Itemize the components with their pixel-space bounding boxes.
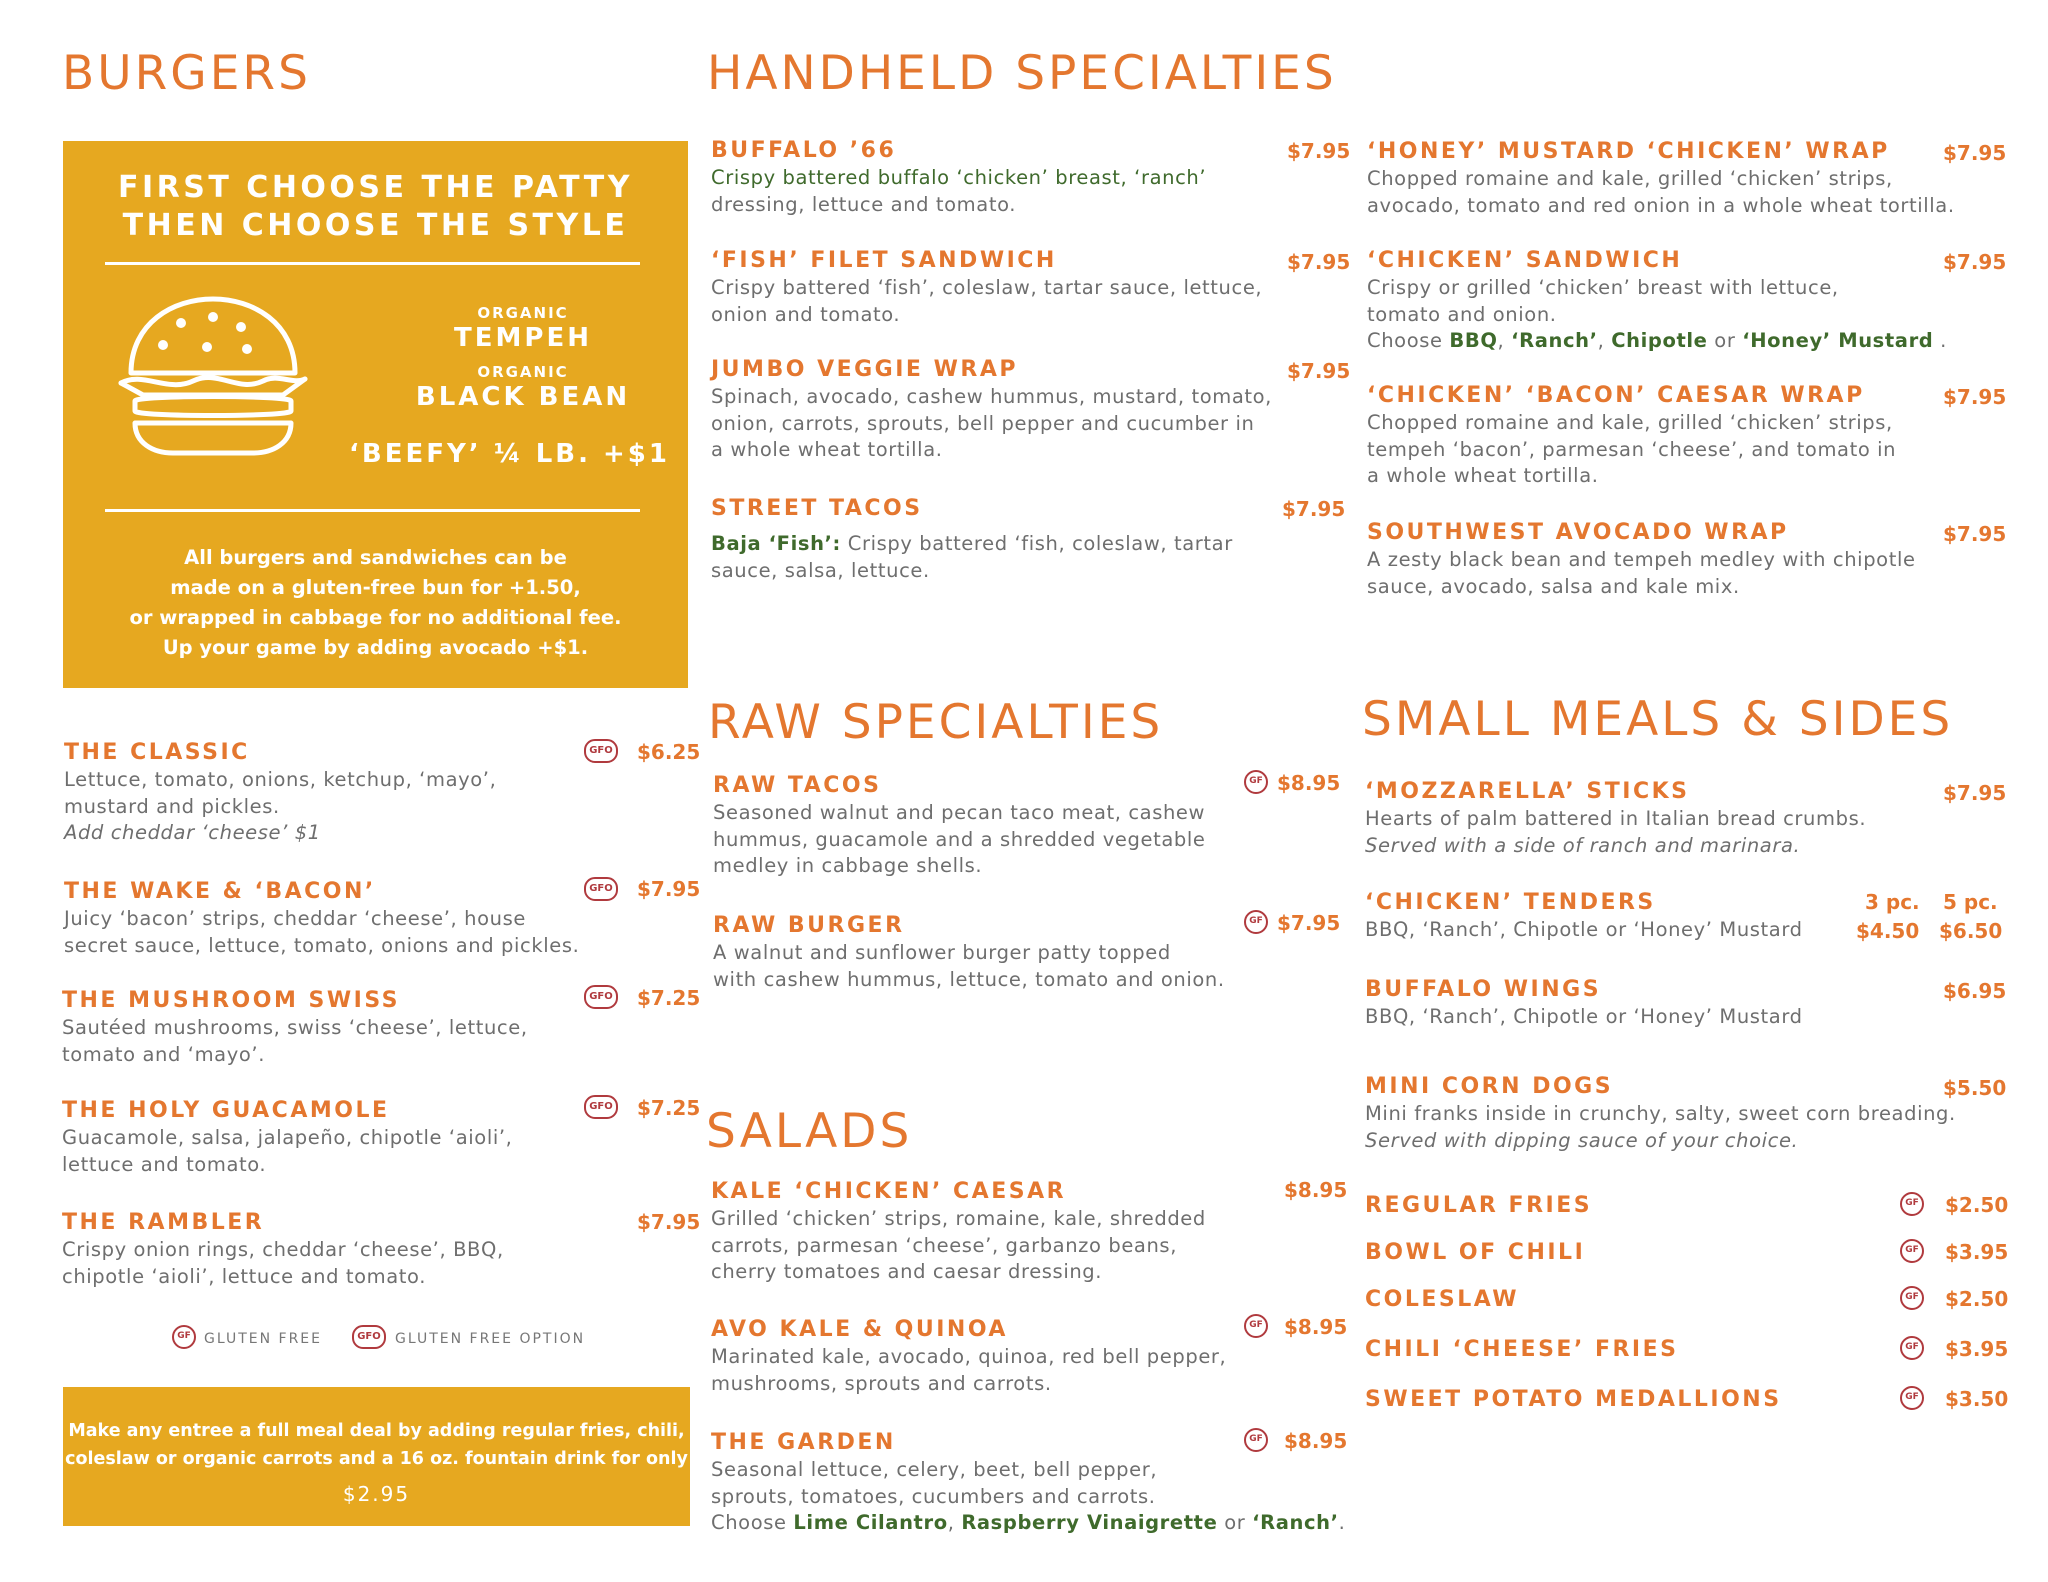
option-beefy: ‘BEEFY’ ¼ LB. +$1	[349, 439, 670, 469]
meal-deal-box	[63, 1387, 690, 1526]
item-name: KALE ‘CHICKEN’ CAESAR	[711, 1179, 1067, 1204]
item-price: $7.95	[1287, 359, 1351, 383]
side-item: CHILI ‘CHEESE’ FRIES	[1365, 1337, 1679, 1362]
item-name: SOUTHWEST AVOCADO WRAP	[1367, 520, 1789, 545]
menu-item	[1367, 139, 1955, 219]
side-item: BOWL OF CHILI	[1365, 1240, 1586, 1265]
sauce-option: ‘Ranch’	[1511, 329, 1598, 352]
gf-badge-icon: GF	[1900, 1336, 1924, 1360]
item-description	[1365, 806, 1866, 859]
side-item: COLESLAW	[1365, 1287, 1520, 1312]
item-description	[1365, 917, 1803, 944]
desc-line: Chopped romaine and kale, grilled ‘chicken’ strips,	[1367, 167, 1893, 190]
desc-line: A walnut and sunflower burger patty topped	[713, 941, 1171, 964]
burger-instruction	[63, 169, 688, 245]
item-description	[711, 165, 1206, 218]
item-price: $6.95	[1943, 979, 2007, 1003]
gfo-badge-icon: GFO	[584, 985, 618, 1009]
item-price: $3.95	[1945, 1337, 2009, 1361]
desc-line: Guacamole, salsa, jalapeño, chipotle ‘aioli’,	[62, 1126, 513, 1149]
menu-item	[713, 773, 1206, 880]
item-price: $7.95	[1287, 139, 1351, 163]
burger-icon	[113, 293, 313, 467]
option-tempeh: TEMPEH	[454, 323, 592, 353]
item-price: $7.95	[1277, 911, 1341, 935]
gf-badge-icon: GF	[1900, 1239, 1924, 1263]
separator: .	[1338, 1511, 1346, 1534]
item-description	[1367, 410, 1896, 490]
item-description	[1365, 1101, 1956, 1154]
raw-heading: RAW SPECIALTIES	[708, 695, 1164, 750]
item-description	[711, 531, 1233, 584]
item-description	[1367, 166, 1955, 219]
gf-badge-icon: GF	[1244, 1314, 1268, 1338]
item-description	[711, 1457, 1345, 1537]
desc-line: Crispy or grilled ‘chicken’ breast with lettuce,	[1367, 276, 1839, 299]
menu-item	[1367, 520, 1916, 600]
desc-text: Crispy battered ‘fish, coleslaw, tartar	[840, 532, 1233, 555]
desc-line: Crispy onion rings, cheddar ‘cheese’, BBQ,	[62, 1238, 504, 1261]
item-price: $7.95	[1943, 250, 2007, 274]
item-price: $3.50	[1945, 1387, 2009, 1411]
desc-line: Seasonal lettuce, celery, beet, bell pepper,	[711, 1458, 1158, 1481]
desc-line: a whole wheat tortilla.	[1367, 464, 1599, 487]
desc-line: avocado, tomato and red onion in a whole wheat tortilla.	[1367, 193, 1955, 217]
style-label: Baja ‘Fish’:	[711, 532, 841, 555]
desc-line: Hearts of palm battered in Italian bread crumbs.	[1365, 807, 1867, 830]
desc-line: onion and tomato.	[711, 302, 901, 326]
item-price: $8.95	[1284, 1429, 1348, 1453]
item-name: ‘CHICKEN’ SANDWICH	[1367, 248, 1683, 273]
choose-label: Choose	[1367, 329, 1450, 352]
menu-item	[1365, 977, 1803, 1031]
item-price: $3.95	[1945, 1240, 2009, 1264]
item-name: AVO KALE & QUINOA	[711, 1317, 1008, 1342]
sauce-option: Chipotle	[1611, 329, 1708, 352]
desc-line	[711, 531, 1233, 558]
desc-line: Served with dipping sauce of your choice.	[1365, 1128, 1799, 1152]
desc-line: BBQ, ‘Ranch’, Chipotle or ‘Honey’ Mustard	[1365, 1005, 1803, 1028]
divider-bottom	[105, 509, 640, 512]
desc-line: cherry tomatoes and caesar dressing.	[711, 1260, 1103, 1283]
desc-line: dressing, lettuce and tomato.	[711, 192, 1017, 216]
separator: ,	[1597, 329, 1612, 352]
gf-badge-icon: GF	[1900, 1386, 1924, 1410]
separator: .	[1933, 329, 1947, 352]
item-price: $7.25	[637, 986, 701, 1010]
item-name: ‘CHICKEN’ TENDERS	[1365, 890, 1656, 915]
portion-3pc: 3 pc.	[1865, 890, 1920, 914]
item-description	[64, 906, 579, 959]
separator: or	[1707, 329, 1743, 352]
sauce-option: ‘Honey’ Mustard	[1742, 329, 1934, 352]
desc-line: BBQ, ‘Ranch’, Chipotle or ‘Honey’ Mustard	[1365, 918, 1803, 941]
item-description	[713, 800, 1206, 880]
desc-line: Mini franks inside in crunchy, salty, sweet corn breading.	[1365, 1102, 1956, 1125]
gf-badge-icon: GF	[1244, 910, 1268, 934]
menu-item	[711, 1179, 1206, 1286]
item-name: THE HOLY GUACAMOLE	[62, 1098, 390, 1123]
meal-deal-line-1: Make any entree a full meal deal by adding regular fries, chili,	[68, 1421, 685, 1441]
menu-item	[62, 988, 528, 1068]
item-description	[711, 1206, 1206, 1286]
item-name: BUFFALO ’66	[711, 138, 897, 163]
desc-line: Juicy ‘bacon’ strips, cheddar ‘cheese’, house	[64, 907, 526, 930]
gfo-badge-icon: GFO	[584, 877, 618, 901]
desc-line: Lettuce, tomato, onions, ketchup, ‘mayo’,	[64, 768, 497, 791]
desc-line: Spinach, avocado, cashew hummus, mustard, tomato,	[711, 385, 1272, 408]
item-price: $8.95	[1284, 1315, 1348, 1339]
patty-options	[393, 304, 653, 412]
item-description	[711, 384, 1272, 464]
portion-5pc: 5 pc.	[1943, 890, 1998, 914]
burgers-heading: BURGERS	[62, 46, 311, 101]
option-black-bean: BLACK BEAN	[415, 382, 631, 412]
desc-line: tomato and onion.	[1367, 302, 1557, 326]
choose-label: Choose	[711, 1511, 794, 1534]
separator: ,	[947, 1511, 962, 1534]
desc-line: lettuce and tomato.	[62, 1152, 267, 1176]
meal-deal-text	[63, 1417, 690, 1473]
note-line-1: All burgers and sandwiches can be	[184, 546, 567, 569]
item-name: ‘HONEY’ MUSTARD ‘CHICKEN’ WRAP	[1367, 139, 1890, 164]
item-price-3pc: $4.50	[1856, 919, 1920, 943]
item-description	[711, 275, 1262, 328]
item-price: $7.95	[1287, 250, 1351, 274]
gfo-badge-icon: GFO	[584, 1095, 618, 1119]
sauce-choice-line	[1367, 328, 1947, 355]
gf-badge-icon: GF	[1244, 770, 1268, 794]
desc-line: Seasoned walnut and pecan taco meat, cashew	[713, 801, 1206, 824]
option-tempeh-label: ORGANIC	[477, 304, 569, 322]
desc-line: tomato and ‘mayo’.	[62, 1042, 265, 1066]
gf-badge-icon: GF	[1900, 1192, 1924, 1216]
desc-line: Marinated kale, avocado, quinoa, red bell pepper,	[711, 1345, 1227, 1368]
option-black-bean-label: ORGANIC	[477, 363, 569, 381]
small-meals-heading: SMALL MEALS & SIDES	[1362, 692, 1954, 747]
menu-item	[62, 1098, 512, 1178]
desc-line: Crispy battered ‘fish’, coleslaw, tartar sauce, lettuce,	[711, 276, 1263, 299]
item-name: MINI CORN DOGS	[1365, 1074, 1614, 1099]
desc-line: onion, carrots, sprouts, bell pepper and cucumber in	[711, 411, 1255, 435]
item-price: $2.50	[1945, 1287, 2009, 1311]
item-price: $7.95	[1943, 781, 2007, 805]
item-price-5pc: $6.50	[1939, 919, 2003, 943]
item-name: THE RAMBLER	[62, 1210, 265, 1235]
desc-line: hummus, guacamole and a shredded vegetable	[713, 827, 1206, 851]
desc-line: A zesty black bean and tempeh medley with chipotle	[1367, 548, 1916, 571]
desc-line: with cashew hummus, lettuce, tomato and onion.	[713, 967, 1225, 991]
item-description	[62, 1237, 504, 1290]
meal-deal-line-2: coleslaw or organic carrots and a 16 oz. fountain drink for only	[65, 1449, 688, 1469]
menu-item	[1365, 1074, 1956, 1154]
item-name: JUMBO VEGGIE WRAP	[711, 357, 1018, 382]
gfo-badge-icon: GFO	[352, 1325, 386, 1349]
gf-badge-icon: GF	[1244, 1428, 1268, 1452]
desc-line: chipotle ‘aioli’, lettuce and tomato.	[62, 1264, 427, 1288]
burger-builder-box	[63, 141, 688, 688]
gf-badge-icon: GF	[172, 1325, 196, 1349]
menu-item	[711, 138, 1206, 218]
item-price: $8.95	[1284, 1178, 1348, 1202]
item-description	[64, 767, 496, 847]
legend-gluten-free: GLUTEN FREE	[204, 1331, 322, 1347]
item-price: $6.25	[637, 740, 701, 764]
item-name: ‘MOZZARELLA’ STICKS	[1365, 779, 1690, 804]
item-name: THE CLASSIC	[64, 740, 250, 765]
item-name: RAW BURGER	[713, 913, 905, 938]
gfo-badge-icon: GFO	[584, 739, 618, 763]
item-price: $7.95	[1282, 497, 1346, 521]
instruction-line-2: THEN CHOOSE THE STYLE	[122, 208, 629, 243]
desc-line: sauce, avocado, salsa and kale mix.	[1367, 574, 1740, 598]
side-item: SWEET POTATO MEDALLIONS	[1365, 1387, 1782, 1412]
menu-item	[1367, 248, 1947, 355]
menu-item	[62, 1210, 504, 1290]
menu-item	[64, 879, 579, 959]
desc-line: carrots, parmesan ‘cheese’, garbanzo beans,	[711, 1233, 1177, 1257]
item-price: $7.95	[637, 1210, 701, 1234]
menu-item	[711, 1317, 1226, 1397]
legend-gluten-free-option: GLUTEN FREE OPTION	[395, 1331, 586, 1347]
handheld-heading: HANDHELD SPECIALTIES	[707, 46, 1337, 101]
desc-line: mushrooms, sprouts and carrots.	[711, 1371, 1052, 1395]
item-price: $7.95	[637, 877, 701, 901]
bun-note	[63, 543, 688, 663]
desc-line: secret sauce, lettuce, tomato, onions and pickles.	[64, 933, 580, 957]
menu-item	[711, 357, 1272, 464]
item-description	[62, 1015, 528, 1068]
separator: ,	[1497, 329, 1512, 352]
separator: or	[1217, 1511, 1253, 1534]
item-description	[1367, 547, 1916, 600]
menu-item	[1365, 779, 1866, 859]
desc-line: a whole wheat tortilla.	[711, 438, 943, 461]
desc-line: Chopped romaine and kale, grilled ‘chicken’ strips,	[1367, 411, 1893, 434]
item-name: ‘FISH’ FILET SANDWICH	[711, 248, 1057, 273]
desc-addon: Add cheddar ‘cheese’ $1	[64, 821, 321, 844]
item-price: $7.95	[1943, 141, 2007, 165]
item-description	[711, 1344, 1226, 1397]
item-description	[1365, 1004, 1803, 1031]
desc-line: Crispy battered buffalo ‘chicken’ breast, ‘ranch’	[711, 166, 1207, 189]
menu-item	[713, 913, 1225, 993]
dressing-option: Raspberry Vinaigrette	[961, 1511, 1218, 1534]
desc-line: Grilled ‘chicken’ strips, romaine, kale, shredded	[711, 1207, 1206, 1230]
desc-line: Served with a side of ranch and marinara.	[1365, 833, 1801, 857]
item-name: ‘CHICKEN’ ‘BACON’ CAESAR WRAP	[1367, 383, 1865, 408]
side-item: REGULAR FRIES	[1365, 1193, 1593, 1218]
item-name: BUFFALO WINGS	[1365, 977, 1602, 1002]
desc-line: Sautéed mushrooms, swiss ‘cheese’, lettuce,	[62, 1016, 528, 1039]
note-line-2: made on a gluten-free bun for +1.50,	[170, 576, 581, 599]
item-price: $7.95	[1943, 385, 2007, 409]
item-price: $2.50	[1945, 1193, 2009, 1217]
item-name: RAW TACOS	[713, 773, 882, 798]
dressing-option: Lime Cilantro	[793, 1511, 948, 1534]
dressing-choice-line	[711, 1510, 1345, 1537]
item-name: THE WAKE & ‘BACON’	[64, 879, 376, 904]
menu-item	[711, 248, 1262, 328]
item-price: $8.95	[1277, 771, 1341, 795]
item-description	[713, 940, 1225, 993]
menu-item	[711, 496, 1233, 584]
note-line-4: Up your game by adding avocado +$1.	[162, 636, 589, 659]
menu-item	[1367, 383, 1896, 490]
salads-heading: SALADS	[706, 1104, 913, 1159]
menu-item	[64, 740, 496, 847]
instruction-line-1: FIRST CHOOSE THE PATTY	[118, 170, 633, 205]
note-line-3: or wrapped in cabbage for no additional fee.	[129, 606, 622, 629]
menu-item	[1365, 890, 1803, 944]
desc-line: sauce, salsa, lettuce.	[711, 558, 930, 582]
divider-top	[105, 262, 640, 265]
desc-line: mustard and pickles.	[64, 794, 280, 818]
item-description	[62, 1125, 512, 1178]
item-price: $7.95	[1943, 522, 2007, 546]
desc-line: sprouts, tomatoes, cucumbers and carrots.	[711, 1484, 1156, 1508]
item-description	[1367, 275, 1947, 355]
meal-deal-price: $2.95	[342, 1482, 411, 1506]
dressing-option: ‘Ranch’	[1252, 1511, 1339, 1534]
item-price: $7.25	[637, 1096, 701, 1120]
item-name: THE MUSHROOM SWISS	[62, 988, 401, 1013]
gf-badge-icon: GF	[1900, 1286, 1924, 1310]
desc-line: medley in cabbage shells.	[713, 854, 983, 877]
item-name: THE GARDEN	[711, 1430, 896, 1455]
desc-line: tempeh ‘bacon’, parmesan ‘cheese’, and tomato in	[1367, 437, 1897, 461]
item-price: $5.50	[1943, 1076, 2007, 1100]
sauce-option: BBQ	[1449, 329, 1498, 352]
item-name: STREET TACOS	[711, 496, 923, 521]
